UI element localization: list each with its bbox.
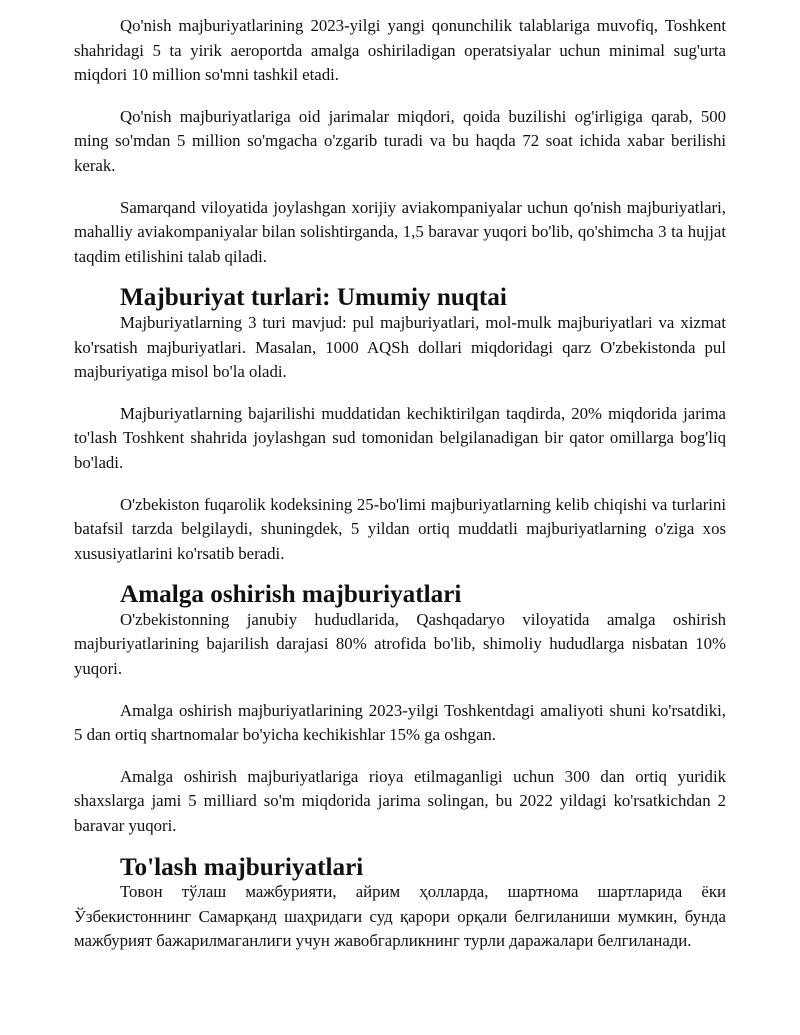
paragraph: O'zbekistonning janubiy hududlarida, Qashqadaryo viloyatida amalga oshirish majburiyatlarining bajarilish darajasi 80% atrofida bo'lib, shimoliy hududlarga nisbatan 10% yuqori.	[74, 609, 726, 679]
paragraph: Товон тўлаш мажбурияти, айрим ҳолларда, шартнома шартларида ёки Ўзбекистоннинг Самарқанд шаҳридаги суд қарори орқали белгиланиши мумкин, бунда мажбурият бажарилмаганлиги учун жавобгарликнинг турли даражалари белгиланади.	[74, 882, 726, 951]
paragraph: Majburiyatlarning bajarilishi muddatidan kechiktirilgan taqdirda, 20% miqdorida jarima to'lash Toshkent shahrida joylashgan sud tomonidan belgilanadigan bir qator omillarga bog'liq bo'ladi.	[74, 403, 726, 472]
section-heading: Majburiyat turlari: Umumiy nuqtai	[120, 284, 507, 312]
section-heading: To'lash majburiyatlari	[120, 853, 364, 881]
document-page	[74, 14, 726, 954]
paragraph: Amalga oshirish majburiyatlariga rioya etilmaganligi uchun 300 dan ortiq yuridik shaxslarga jami 5 milliard so'm miqdorida jarima solingan, bu 2022 yildagi ko'rsatkichdan 2 baravar yuqori.	[74, 766, 726, 836]
paragraph: Qo'nish majburiyatlariga oid jarimalar miqdori, qoida buzilishi og'irligiga qarab, 500 ming so'mdan 5 million so'mgacha o'zgarib turadi va bu haqda 72 soat ichida xabar berilishi kerak.	[74, 106, 726, 175]
paragraph: Qo'nish majburiyatlarining 2023-yilgi yangi qonunchilik talablariga muvofiq, Toshkent shahridagi 5 ta yirik aeroportda amalga oshiriladigan operatsiyalar uchun minimal sug'urta miqdori 10 million so'mni tashkil etadi.	[74, 16, 726, 85]
paragraph: O'zbekiston fuqarolik kodeksining 25-bo'limi majburiyatlarning kelib chiqishi va turlarini batafsil tarzda belgilaydi, shuningdek, 5 yildan ortiq muddatli majburiyatlarning o'ziga xos xususiyatlarini ko'rsatib beradi.	[74, 494, 726, 563]
paragraph: Majburiyatlarning 3 turi mavjud: pul majburiyatlari, mol-mulk majburiyatlari va xizmat ko'rsatish majburiyatlari. Masalan, 1000 AQSh dollari miqdoridagi qarz O'zbekistonda pul majburiyatiga misol bo'la oladi.	[74, 312, 726, 382]
section-heading: Amalga oshirish majburiyatlari	[120, 581, 462, 609]
paragraph: Samarqand viloyatida joylashgan xorijiy aviakompaniyalar uchun qo'nish majburiyatlari, mahalliy aviakompaniyalar bilan solishtirganda, 1,5 baravar yuqori bo'lib, qo'shimcha 3 ta hujjat taqdim etilishini talab qiladi.	[74, 197, 726, 266]
paragraph: Amalga oshirish majburiyatlarining 2023-yilgi Toshkentdagi amaliyoti shuni ko'rsatdiki, 5 dan ortiq shartnomalar bo'yicha kechikishlar 15% ga oshgan.	[74, 700, 726, 745]
